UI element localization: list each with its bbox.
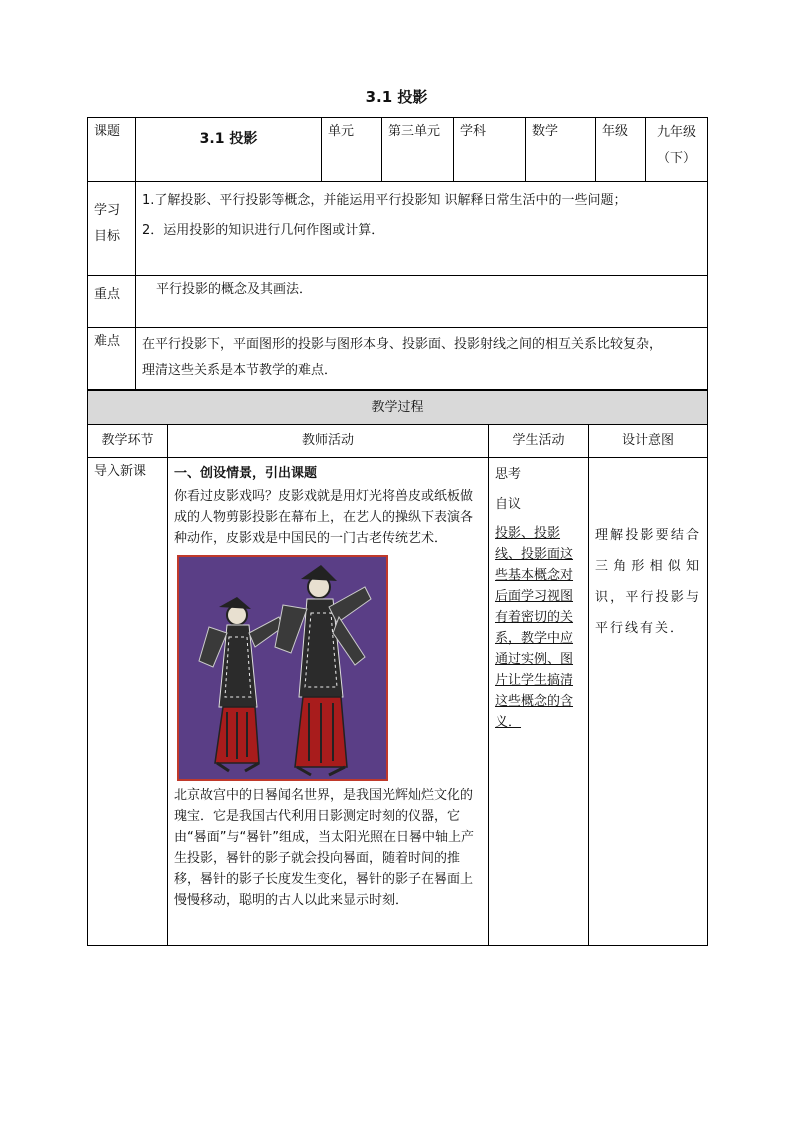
section-heading: 一、创设情景，引出课题	[174, 466, 318, 481]
right-puppet-figure	[275, 565, 371, 775]
student-activity-note: 投影、投影线、投影面这些基本概念对后面学习视图有着密切的关系，教学中应通过实例、图片让学生搞清这些概念的含义．	[495, 526, 574, 730]
difficulty-label: 难点	[88, 328, 136, 390]
teaching-process-table	[87, 390, 708, 946]
shadow-puppet-image	[177, 555, 388, 781]
lesson-info-table	[87, 117, 708, 390]
sundial-paragraph: 北京故宫中的日晷闻名世界，是我国光辉灿烂文化的瑰宝．它是我国古代利用日影测定时刻的仪器，它由“晷面”与“晷针”组成，当太阳光照在日晷中轴上产生投影，晷针的影子就会投向晷面，随着时间的推移，晷针的影子长度发生变化，晷针的影子在晷面上慢慢移动，聪明的古人以此来显示时刻．	[174, 788, 474, 908]
grade-value	[646, 118, 708, 182]
objective-item-2: 2．运用投影的知识进行几何作图或计算．	[142, 223, 385, 238]
objectives-label-line-1: 学习	[94, 203, 121, 218]
process-title: 教学过程	[88, 391, 708, 425]
key-point-text: 平行投影的概念及其画法．	[136, 276, 708, 328]
student-activity-cell	[489, 458, 589, 946]
col-header-teacher: 教师活动	[168, 425, 489, 458]
objectives-content	[136, 182, 708, 276]
subject-label: 学科	[454, 118, 526, 182]
topic-label: 课题	[88, 118, 136, 182]
stage-cell: 导入新课	[88, 458, 168, 946]
col-header-stage: 教学环节	[88, 425, 168, 458]
difficulty-line-1: 在平行投影下，平面图形的投影与图形本身、投影面、投影射线之间的相互关系比较复杂，	[142, 337, 663, 352]
student-activity-think: 思考	[495, 467, 522, 482]
shadow-play-paragraph: 你看过皮影戏吗？皮影戏就是用灯光将兽皮或纸板做成的人物剪影投影在幕布上，在艺人的操纵下表演各种动作，皮影戏是中国民的一门古老传统艺术．	[174, 489, 474, 546]
objective-item-1: 1.了解投影、平行投影等概念，并能运用平行投影知 识解释日常生活中的一些问题；	[142, 193, 627, 208]
design-intent-cell: 理解投影要结合三角形相似知识，平行投影与平行线有关．	[589, 458, 708, 946]
student-activity-discuss: 自议	[495, 497, 522, 512]
left-puppet-figure	[199, 597, 283, 771]
unit-label: 单元	[322, 118, 382, 182]
document-title: 3.1 投影	[365, 88, 428, 106]
key-point-label: 重点	[88, 276, 136, 328]
unit-value: 第三单元	[382, 118, 454, 182]
shadow-puppet-illustration	[179, 557, 386, 779]
col-header-intent: 设计意图	[589, 425, 708, 458]
teacher-activity-cell	[168, 458, 489, 946]
difficulty-content	[136, 328, 708, 390]
grade-value-line-1: 九年级	[656, 125, 696, 140]
difficulty-line-2: 理清这些关系是本节教学的难点．	[142, 363, 338, 378]
objectives-label-line-2: 目标	[94, 229, 121, 244]
grade-label: 年级	[596, 118, 646, 182]
col-header-student: 学生活动	[489, 425, 589, 458]
grade-value-line-2: （下）	[656, 151, 696, 166]
objectives-label	[88, 182, 136, 276]
topic-value: 3.1 投影	[136, 118, 322, 182]
subject-value: 数学	[526, 118, 596, 182]
